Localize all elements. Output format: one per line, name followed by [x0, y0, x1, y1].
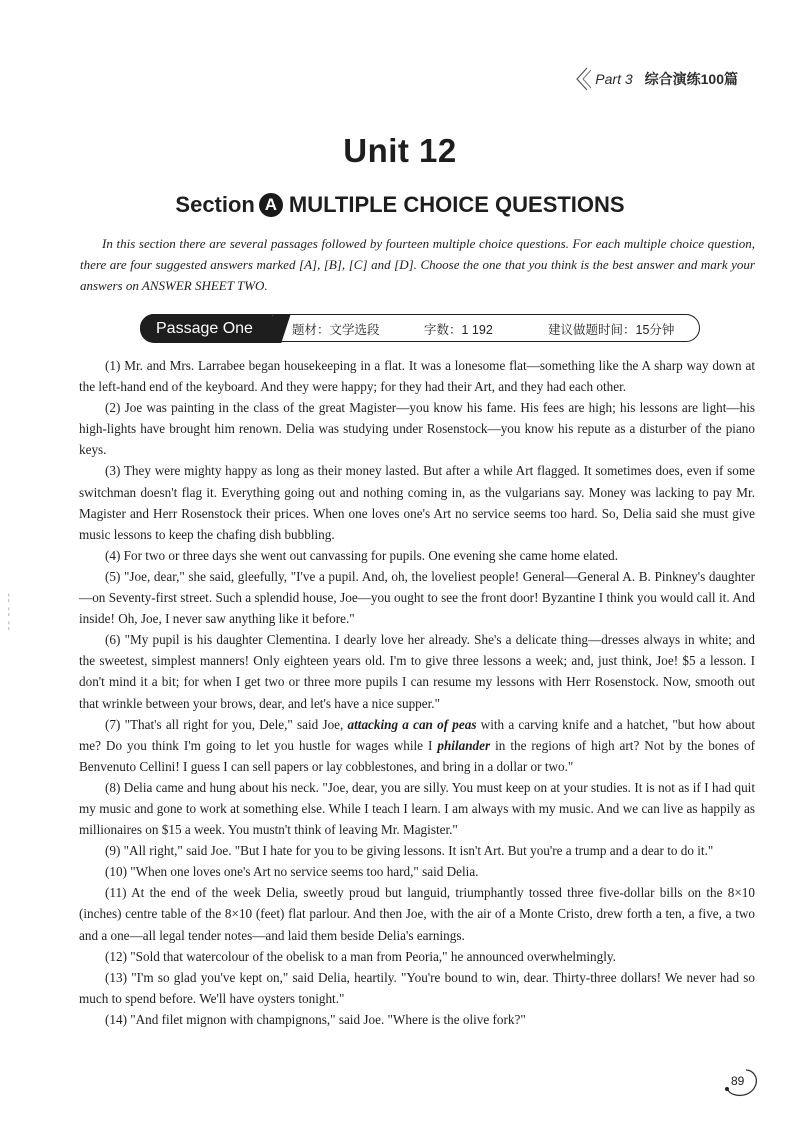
section-prefix: Section: [175, 192, 255, 217]
margin-tick-marks: ¦ ¦ ¦: [8, 592, 10, 630]
paragraph-text: (7) "That's all right for you, Dele," said Joe,: [105, 716, 348, 732]
passage-body: [79, 355, 755, 1030]
paragraph: [79, 714, 755, 777]
paragraph: (2) Joe was painting in the class of the great Magister—you know his fame. His fees are high; his lessons are light—his high-lights have brought him renown. Delia was studying under Rosenstock—you know his repute as a disturber of the piano keys.: [79, 400, 755, 458]
highlighted-phrase: attacking a can of peas: [347, 716, 477, 732]
section-letter-badge: A: [259, 193, 283, 217]
paragraph: (14) "And filet mignon with champignons," said Joe. "Where is the olive fork?": [105, 1011, 526, 1027]
section-name: 综合演练100篇: [644, 71, 738, 87]
passage-info-bar: [140, 314, 700, 342]
page-number-text: 89: [731, 1074, 745, 1088]
instructions: [80, 233, 755, 296]
passage-word-count: 字数：1 192: [424, 323, 493, 337]
passage-suggested-time: 建议做题时间：15分钟: [548, 323, 675, 337]
bracket-ornament-icon: [573, 66, 591, 92]
unit-title: Unit 12: [343, 132, 457, 169]
paragraph: (5) "Joe, dear," she said, gleefully, "I've a pupil. And, oh, the loveliest people! General—General A. B. Pinkney's daughter—on Seventy-first street. Such a splendid house, Joe—you ought to see the front door! Byzantine I think you would call it. And inside! Oh, Joe, I never saw anything like it before.": [79, 568, 755, 627]
paragraph: (10) "When one loves one's Art no service seems too hard," said Delia.: [105, 864, 479, 880]
paragraph: (9) "All right," said Joe. "But I hate for you to be giving lessons. It isn't Art. But you're a trump and a dear to do it.": [105, 843, 714, 859]
paragraph: (8) Delia came and hung about his neck. "Joe, dear, you are silly. You must keep on at your studies. It is not as if I had quit my music and gone to work at something else. While I teach I learn. I am always with my music. And we can live as happily as millionaires on $15 a week. You mustn't think of leaving Mr. Magister.": [79, 779, 755, 838]
passage-label: Passage One: [140, 314, 272, 343]
page-number: [722, 1068, 760, 1098]
paragraph-text: in the regions of high art? Not by the bones of Benvenuto Cellini! I guess I can sell papers or lay cobblestones, and bring in a dollar or two.": [79, 737, 756, 774]
highlighted-word: philander: [437, 737, 491, 753]
paragraph: (1) Mr. and Mrs. Larrabee began housekeeping in a flat. It was a lonesome flat—something like the A sharp way down at the left-hand end of the keyboard. And they were happy; for they had their Art, and they had each other.: [79, 358, 755, 395]
instructions-text: In this section there are several passages followed by fourteen multiple choice questions. For each multiple choice question, there are four suggested answers marked [A], [B], [C] and [D]. Choose the one that you think is the best answer and mark your answers on ANSWER SHEET TWO.: [80, 236, 755, 293]
paragraph-text: with a carving knife and a hatchet, "but how about me? Do you think I'm going to let you hustle for wages while I: [79, 716, 755, 753]
paragraph: (6) "My pupil is his daughter Clementina. I dearly love her already. She's a delicate thing—dresses always in white; and the sweetest, simplest manners! Only eighteen years old. I'm to give three lessons a week; and, just think, Joe! $5 a lesson. I don't mind it a bit; for when I get two or three more pupils I can resume my lessons with Herr Rosenstock. Now, smooth out that wrinkle between your brows, dear, and let's have a nice supper.": [79, 632, 755, 711]
paragraph: (11) At the end of the week Delia, sweetly proud but languid, triumphantly tossed three five-dollar bills on the 8×10 (inches) centre table of the 8×10 (feet) flat parlour. And then Joe, with the air of a Monte Cristo, drew forth a ten, a five, a two and a one—all legal tender notes—and laid them beside Delia's earnings.: [79, 885, 755, 943]
paragraph: (3) They were mighty happy as long as their money lasted. But after a while Art flagged. It sometimes does, even if some switchman doesn't flag it. Everything going out and nothing coming in, as the vulgarians say. Money was lacking to pay Mr. Magister and Herr Rosenstock their prices. When one loves one's Art no service seems too hard. So, Delia said she must give music lessons to keep the chafing dish bubbling.: [79, 463, 755, 542]
paragraph: (12) "Sold that watercolour of the obelisk to a man from Peoria," he announced overwhelmingly.: [105, 948, 616, 964]
passage-topic: 题材：文学选段: [292, 323, 380, 337]
paragraph: (13) "I'm so glad you've kept on," said Delia, heartily. "You're bound to win, dear. Thirty-three dollars! We never had so much to spend before. We'll have oysters tonight.": [79, 969, 755, 1006]
paragraph: (4) For two or three days she went out canvassing for pupils. One evening she came home elated.: [105, 547, 619, 563]
section-title-text: MULTIPLE CHOICE QUESTIONS: [288, 192, 625, 217]
part-label: Part 3: [595, 71, 633, 87]
running-header: [573, 66, 738, 92]
section-heading: [0, 192, 800, 218]
